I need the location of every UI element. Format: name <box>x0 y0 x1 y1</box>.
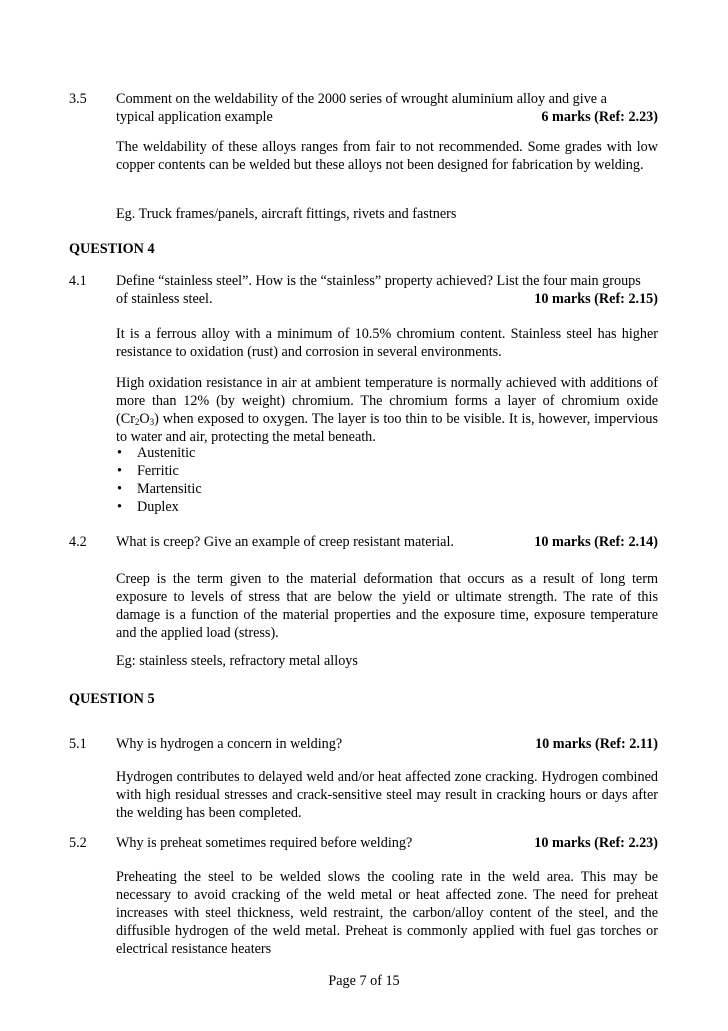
list-item-text: Ferritic <box>137 463 179 479</box>
marks-label: 10 marks (Ref: 2.23) <box>534 835 658 851</box>
answer-paragraph: It is a ferrous alloy with a minimum of 10.5% chromium content. Stainless steel has higher resistance to oxidation (rust) and corrosion in several environments. <box>116 326 658 360</box>
list-item-text: Martensitic <box>137 481 202 497</box>
answer-paragraph: Preheating the steel to be welded slows the cooling rate in the weld area. This may be necessary to avoid cracking of the weld metal or heat affected zone. The need for preheat increases with steel thickness, weld restraint, the carbon/alloy content of the steel, and the diffusible hydrogen of the weld metal. Preheat is commonly applied with fuel gas torches or electrical resistance heaters <box>116 869 658 957</box>
section-heading: QUESTION 4 <box>69 241 155 257</box>
question-line-1: Comment on the weldability of the 2000 series of wrought aluminium alloy and give a <box>116 91 607 107</box>
answer-text-b: O <box>139 411 150 427</box>
question-3-5-text <box>116 90 658 126</box>
question-4-1-text <box>116 272 658 308</box>
bullet-icon: • <box>117 463 122 479</box>
list-item-text: Duplex <box>137 499 179 515</box>
question-5-1-text <box>116 735 658 753</box>
question-4-2-text <box>116 533 658 551</box>
question-text: Why is preheat sometimes required before welding? <box>116 835 413 851</box>
question-line-1: Define “stainless steel”. How is the “stainless” property achieved? List the four main groups <box>116 273 641 289</box>
question-line-2 <box>116 108 658 126</box>
example-line: Eg: stainless steels, refractory metal alloys <box>116 653 358 669</box>
answer-paragraph: Hydrogen contributes to delayed weld and/or heat affected zone cracking. Hydrogen combined with high residual stresses and crack-sensitive steel may result in cracking hours or days after the welding has been completed. <box>116 769 658 821</box>
answer-paragraph <box>116 374 658 446</box>
question-5-2-text <box>116 834 658 852</box>
bullet-icon: • <box>117 445 122 461</box>
question-text: What is creep? Give an example of creep resistant material. <box>116 534 454 550</box>
list-item <box>116 462 656 480</box>
marks-label: 6 marks (Ref: 2.23) <box>541 109 658 125</box>
question-number: 4.1 <box>69 273 87 289</box>
list-item <box>116 444 656 462</box>
answer-text-c: ) when exposed to oxygen. The layer is too thin to be visible. It is, however, impervious to water and air, protecting the metal beneath. <box>116 411 658 445</box>
stainless-groups-list <box>116 444 656 516</box>
subscript: 2 <box>134 417 140 427</box>
section-heading: QUESTION 5 <box>69 691 155 707</box>
question-number: 3.5 <box>69 91 87 107</box>
question-number: 5.2 <box>69 835 87 851</box>
subscript: 3 <box>149 417 155 427</box>
list-item-text: Austenitic <box>137 445 196 461</box>
page-number: Page 7 of 15 <box>328 973 400 989</box>
bullet-icon: • <box>117 481 122 497</box>
marks-label: 10 marks (Ref: 2.14) <box>534 534 658 550</box>
question-number: 5.1 <box>69 736 87 752</box>
answer-text-a: High oxidation resistance in air at ambient temperature is normally achieved with additions of more than 12% (by weight) chromium. The chromium forms a layer of chromium oxide (Cr <box>116 375 658 427</box>
marks-label: 10 marks (Ref: 2.15) <box>534 291 658 307</box>
question-line-2 <box>116 290 658 308</box>
question-text: Why is hydrogen a concern in welding? <box>116 736 343 752</box>
list-item <box>116 498 656 516</box>
bullet-icon: • <box>117 499 122 515</box>
example-line: Eg. Truck frames/panels, aircraft fittings, rivets and fastners <box>116 206 457 222</box>
question-number: 4.2 <box>69 534 87 550</box>
list-item <box>116 480 656 498</box>
answer-paragraph: Creep is the term given to the material deformation that occurs as a result of long term exposure to levels of stress that are below the yield or ultimate strength. The rate of this damage is a function of the material properties and the exposure time, exposure temperature and the applied load (stress). <box>116 571 658 641</box>
marks-label: 10 marks (Ref: 2.11) <box>535 736 658 752</box>
question-line-2-text: typical application example <box>116 109 273 125</box>
answer-paragraph: The weldability of these alloys ranges from fair to not recommended. Some grades with low copper contents can be welded but these alloys not been designed for fabrication by welding. <box>116 139 658 173</box>
question-line-2-text: of stainless steel. <box>116 291 213 307</box>
